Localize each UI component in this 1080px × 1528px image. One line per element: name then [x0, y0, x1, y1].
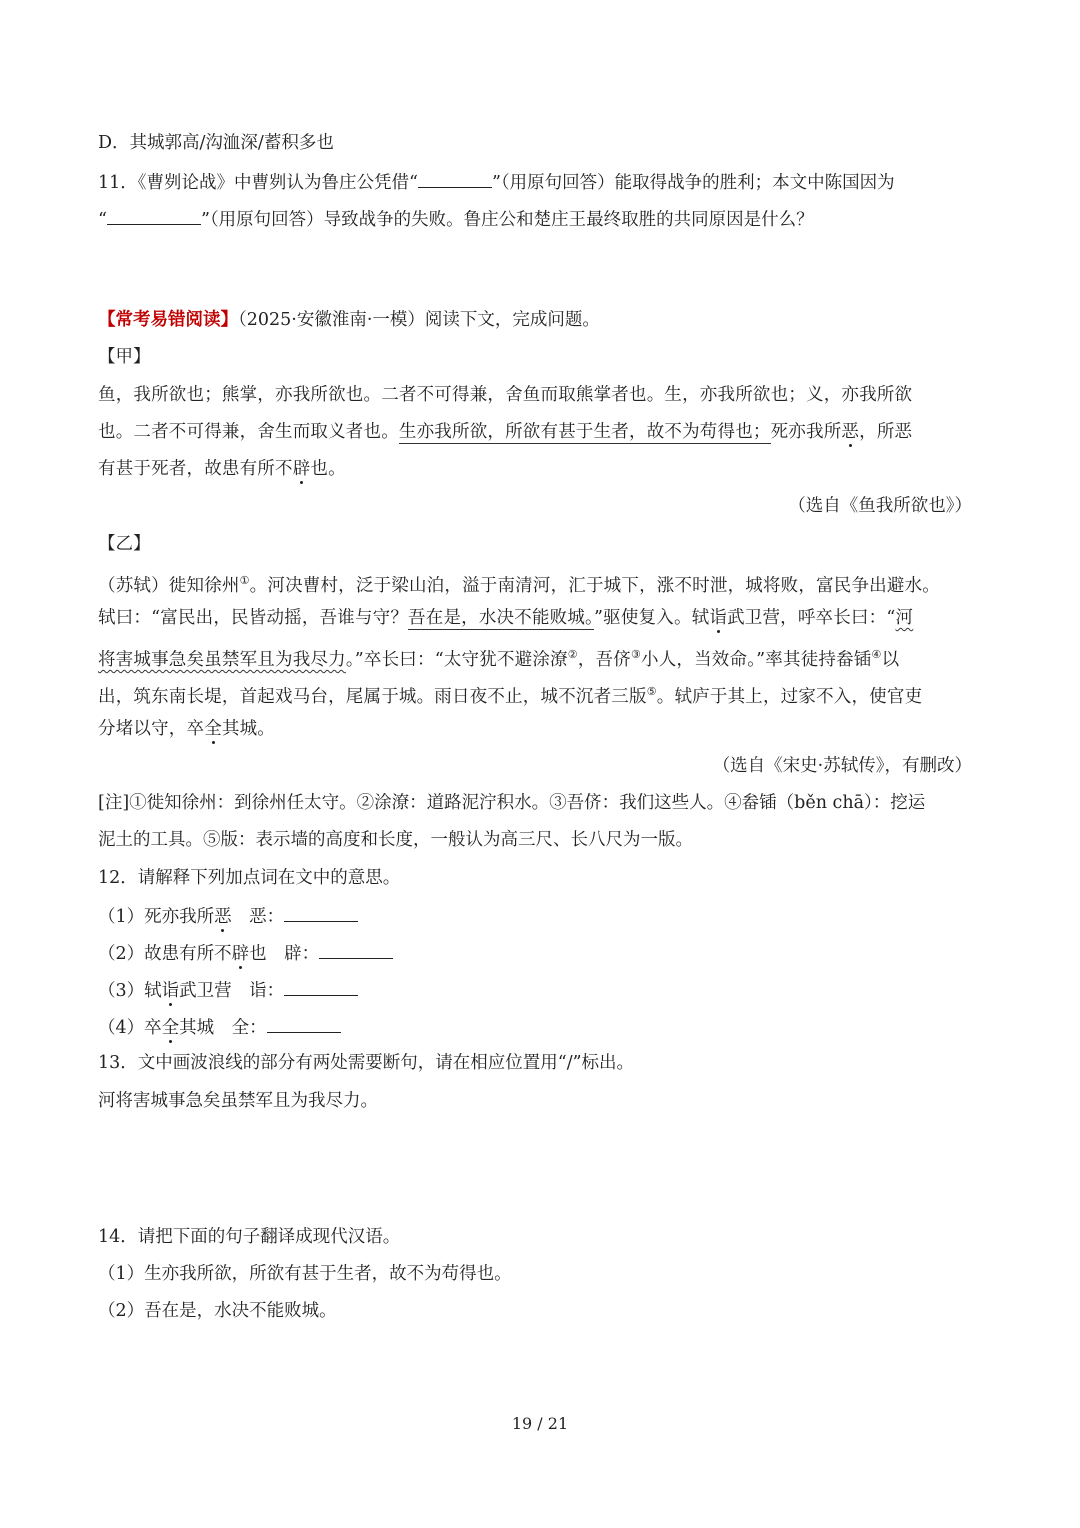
q12-text: （3）轼: [98, 981, 162, 1001]
question-14-stem: 14．请把下面的句子翻译成现代汉语。: [98, 1227, 401, 1247]
passage-yi-line4: [98, 680, 922, 709]
yi-text: ”驱使复入。轼: [594, 608, 710, 628]
passage-yi-line1: [98, 569, 940, 598]
yi-text: 。”卒长曰：“太守犹不避涂潦: [345, 649, 568, 670]
notes-line1: [注]①徙知徐州：到徐州任太守。②涂潦：道路泥泞积水。③吾侪：我们这些人。④畚锸（běn chā）：挖运: [98, 793, 926, 813]
answer-blank: [267, 1014, 341, 1033]
q12-text: 其城 全：: [179, 1018, 267, 1038]
q12-text: （4）卒: [98, 1018, 162, 1038]
q12-item: [98, 1014, 341, 1040]
question-13-sentence: 河将害城事急矣虽禁军且为我尽力。: [98, 1091, 378, 1111]
passage-jia-line1: 鱼，我所欲也；熊掌，亦我所欲也。二者不可得兼，舍鱼而取熊掌者也。生，亦我所欲也；义，亦我所欲: [98, 385, 913, 405]
passage-jia-source: （选自《鱼我所欲也》）: [788, 496, 972, 516]
passage-yi-source: （选自《宋史·苏轼传》，有删改）: [712, 756, 972, 776]
yi-text: 武卫营，呼卒长曰：“: [727, 608, 896, 628]
dotted-word: 诣: [161, 981, 180, 1001]
section-tag: 【常考易错阅读】: [98, 310, 238, 330]
jia-text: 死亦我所: [770, 422, 842, 442]
jia-text: 也。二者不可得兼，舍生而取义者也。: [98, 422, 399, 442]
yi-text: 出，筑东南长堤，首起戏马台，尾属于城。雨日夜不止，城不沉者三版: [98, 686, 647, 707]
yi-text: 以: [881, 649, 900, 670]
dotted-word: 全: [204, 719, 222, 739]
question-14-sentence1: （1）生亦我所欲，所欲有甚于生者，故不为苟得也。: [98, 1264, 512, 1284]
q12-item: [98, 903, 358, 929]
jia-text: ，所恶: [859, 422, 913, 442]
q12-text: 恶：: [231, 907, 285, 927]
yi-text: 。河决曹村，泛于梁山泊，溢于南清河，汇于城下，涨不时泄，城将败，富民争出避水。: [249, 575, 940, 596]
question-11-line2: [98, 206, 814, 232]
underlined-sentence: 吾在是，水决不能败城。: [408, 608, 594, 628]
passage-jia-line3: [98, 457, 346, 481]
question-11-line1: [98, 169, 895, 195]
notes-line2: 泥土的工具。⑤版：表示墙的高度和长度，一般认为高三尺、长八尺为一版。: [98, 830, 693, 850]
dotted-word: 辟: [231, 944, 250, 964]
note-marker: ⑤: [646, 685, 657, 698]
wavy-underlined-text: 将害城事急矣虽禁军且为我尽力: [98, 649, 346, 670]
underlined-sentence: 生亦我所欲，所欲有甚于生者，故不为苟得也；: [398, 422, 771, 442]
passage-jia-label: 【甲】: [98, 347, 151, 367]
q12-item: [98, 977, 358, 1003]
answer-blank: [319, 940, 393, 959]
dotted-word: 恶: [841, 422, 860, 442]
passage-yi-line2: [98, 606, 913, 630]
jia-text: 有甚于死者，故患有所不: [98, 459, 293, 479]
q11-text-a: 11．《曹刿论战》中曹刿认为鲁庄公凭借“: [98, 173, 418, 193]
yi-text: 。轼庐于其上，过家不入，使官吏: [656, 686, 923, 707]
passage-yi-line3: [98, 643, 899, 672]
yi-text: 轼曰：“富民出，民皆动摇，吾谁与守？: [98, 608, 409, 628]
passage-yi-line5: [98, 717, 275, 741]
answer-blank: [284, 977, 358, 996]
note-marker: ④: [871, 648, 882, 661]
q12-text: 也 辟：: [249, 944, 320, 964]
option-d: D．其城郭高/沟洫深/蓄积多也: [98, 133, 334, 153]
answer-blank: [107, 206, 201, 225]
note-marker: ②: [567, 648, 578, 661]
wavy-underlined-text: 河: [895, 608, 914, 628]
question-13-stem: 13．文中画波浪线的部分有两处需要断句，请在相应位置用“/”标出。: [98, 1053, 635, 1073]
q11-text-d: ”（用原句回答）导致战争的失败。鲁庄公和楚庄王最终取胜的共同原因是什么？: [200, 210, 814, 230]
jia-text: 也。: [310, 459, 346, 479]
yi-text: （苏轼）徙知徐州: [98, 575, 240, 596]
yi-text: ，吾侪: [577, 649, 631, 670]
q11-text-b: ”（用原句回答）能取得战争的胜利；本文中陈国因为: [491, 173, 895, 193]
page-number: 19 / 21: [511, 1414, 569, 1433]
q12-text: （2）故患有所不: [98, 944, 232, 964]
note-marker: ①: [239, 574, 250, 587]
answer-blank: [418, 169, 492, 188]
section-intro: （2025·安徽淮南·一模）阅读下文，完成问题。: [238, 310, 600, 330]
passage-yi-label: 【乙】: [98, 534, 151, 554]
q12-item: [98, 940, 393, 966]
question-14-sentence2: （2）吾在是，水决不能败城。: [98, 1301, 337, 1321]
yi-text: 其城。: [221, 719, 276, 739]
dotted-word: 全: [161, 1018, 180, 1038]
q12-text: 武卫营 诣：: [179, 981, 285, 1001]
passage-jia-line2: [98, 420, 912, 444]
yi-text: 小人，当效命。”率其徒持畚锸: [641, 649, 872, 670]
dotted-word: 恶: [214, 907, 232, 927]
note-marker: ③: [630, 648, 641, 661]
yi-text: 分堵以守，卒: [98, 719, 205, 739]
dotted-word: 辟: [292, 459, 311, 479]
question-12-stem: 12．请解释下列加点词在文中的意思。: [98, 868, 401, 888]
q12-text: （1）死亦我所: [98, 907, 215, 927]
dotted-word: 诣: [709, 608, 728, 628]
q11-text-c: “: [98, 210, 107, 230]
section-header: [98, 308, 600, 332]
answer-blank: [284, 903, 358, 922]
